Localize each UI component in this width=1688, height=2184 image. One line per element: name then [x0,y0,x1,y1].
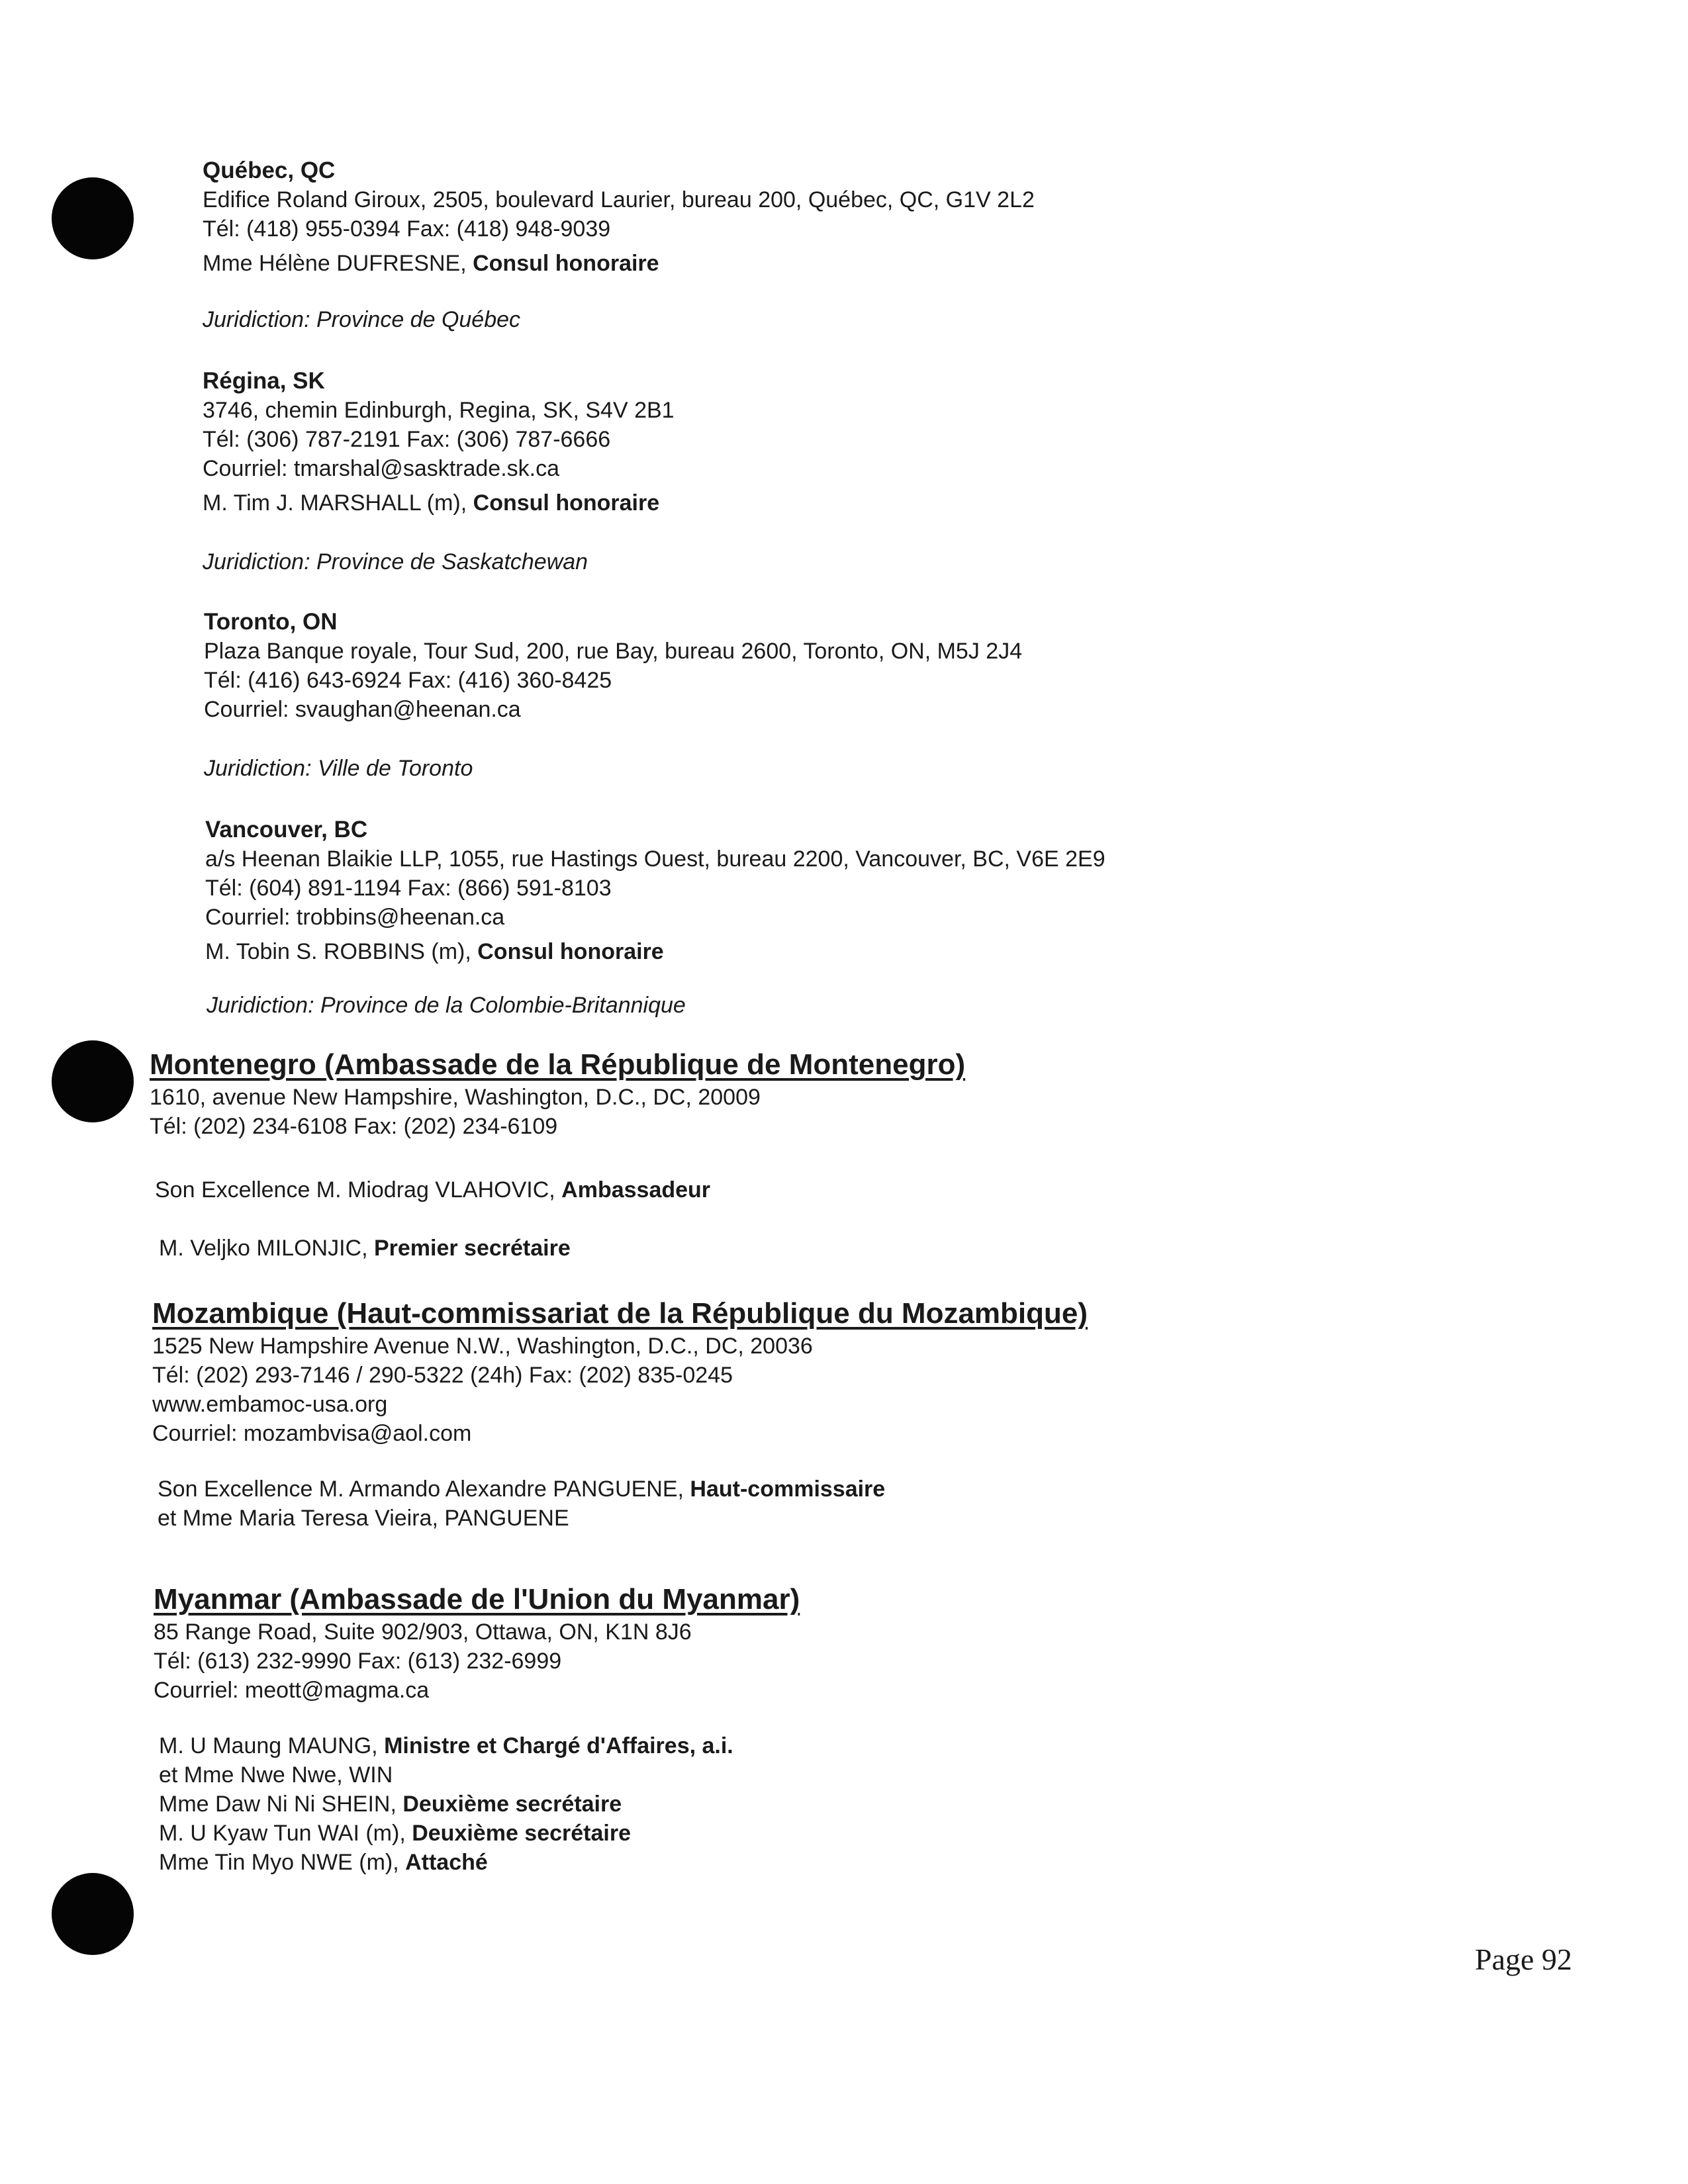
person-name: Mme Daw Ni Ni SHEIN, [159,1792,403,1817]
country-heading: Montenegro (Ambassade de la République de Montenegro) [150,1048,966,1081]
country-entry-myanmar [154,1582,800,1877]
staff-member [159,1819,800,1848]
email-line: Courriel: trobbins@heenan.ca [205,905,505,930]
address-line: Plaza Banque royale, Tour Sud, 200, rue Bay, bureau 2600, Toronto, ON, M5J 2J4 [204,639,1023,664]
staff-member [158,1504,1088,1533]
phone-line: Tél: (202) 234-6108 Fax: (202) 234-6109 [150,1114,558,1139]
country-heading: Myanmar (Ambassade de l'Union du Myanmar) [154,1583,800,1615]
jurisdiction: Juridiction: Province de Québec [203,307,521,332]
email-line: Courriel: mozambvisa@aol.com [152,1421,472,1446]
person-name: Son Excellence M. Miodrag VLAHOVIC, [155,1177,562,1203]
person-role: Consul honoraire [473,490,660,516]
jurisdiction: Juridiction: Ville de Toronto [204,756,473,781]
address-line: Edifice Roland Giroux, 2505, boulevard Laurier, bureau 200, Québec, QC, G1V 2L2 [203,187,1035,212]
consul-person [205,937,1105,966]
email-line: Courriel: svaughan@heenan.ca [204,697,521,722]
email-line: Courriel: meott@magma.ca [154,1678,430,1703]
person-name: Mme Tin Myo NWE (m), [159,1850,406,1875]
person-role: Deuxième secrétaire [402,1792,622,1817]
staff-member [159,1760,800,1790]
consul-person [203,249,1035,278]
consulate-entry [203,367,675,518]
phone-line: Tél: (613) 232-9990 Fax: (613) 232-6999 [154,1649,562,1674]
address-line: 1525 New Hampshire Avenue N.W., Washington, D.C., DC, 20036 [152,1334,813,1359]
phone-line: Tél: (416) 643-6924 Fax: (416) 360-8425 [204,668,612,693]
country-entry-montenegro [150,1047,965,1263]
consulate-city: Vancouver, BC [205,817,368,842]
person-name: M. U Maung MAUNG, [159,1733,385,1758]
jurisdiction: Juridiction: Province de Saskatchewan [203,549,588,574]
person-role: Consul honoraire [477,939,664,964]
staff-member [155,1175,965,1205]
staff-list [150,1175,965,1263]
person-name: et Mme Maria Teresa Vieira, PANGUENE [158,1506,569,1531]
person-role: Premier secrétaire [373,1236,571,1261]
consulate-city: Québec, QC [203,158,336,183]
address-line: 3746, chemin Edinburgh, Regina, SK, S4V 2B1 [203,398,675,423]
person-role: Consul honoraire [473,251,659,276]
consulate-entry [203,156,1035,278]
consulate-entry [204,608,1022,724]
staff-member [159,1848,800,1877]
consulate-entry [205,815,1105,966]
person-name: M. Veljko MILONJIC, [159,1236,374,1261]
person-name: et Mme Nwe Nwe, WIN [159,1762,393,1788]
person-role: Haut-commissaire [690,1477,886,1502]
person-name: M. Tobin S. ROBBINS (m), [205,939,478,964]
person-role: Attaché [405,1850,488,1875]
person-role: Deuxième secrétaire [412,1821,631,1846]
staff-member [155,1234,965,1263]
staff-list [154,1731,800,1877]
phone-line: Tél: (604) 891-1194 Fax: (866) 591-8103 [205,876,612,901]
address-line: 85 Range Road, Suite 902/903, Ottawa, ON, K1N 8J6 [154,1619,692,1645]
website-line: www.embamoc-usa.org [152,1392,388,1417]
staff-member [159,1731,800,1760]
address-line: a/s Heenan Blaikie LLP, 1055, rue Hastings Ouest, bureau 2200, Vancouver, BC, V6E 2E9 [205,846,1105,872]
consulate-city: Régina, SK [203,368,325,394]
person-name: Son Excellence M. Armando Alexandre PANGUENE, [158,1477,690,1502]
consul-person [203,488,675,518]
jurisdiction: Juridiction: Province de la Colombie-Britannique [207,993,686,1018]
phone-line: Tél: (202) 293-7146 / 290-5322 (24h) Fax: (202) 835-0245 [152,1363,733,1388]
person-name: M. Tim J. MARSHALL (m), [203,490,473,516]
country-heading: Mozambique (Haut-commissariat de la République du Mozambique) [152,1297,1088,1330]
country-entry-mozambique [152,1296,1088,1533]
person-name: Mme Hélène DUFRESNE, [203,251,473,276]
staff-list [152,1475,1088,1533]
person-role: Ministre et Chargé d'Affaires, a.i. [384,1733,733,1758]
page-number: Page 92 [1475,1942,1572,1976]
person-role: Ambassadeur [561,1177,711,1203]
email-line: Courriel: tmarshal@sasktrade.sk.ca [203,456,560,481]
person-name: M. U Kyaw Tun WAI (m), [159,1821,412,1846]
consulate-city: Toronto, ON [204,609,338,635]
phone-line: Tél: (306) 787-2191 Fax: (306) 787-6666 [203,427,611,452]
address-line: 1610, avenue New Hampshire, Washington, D.C., DC, 20009 [150,1085,761,1110]
staff-member [158,1475,1088,1504]
phone-line: Tél: (418) 955-0394 Fax: (418) 948-9039 [203,216,611,242]
staff-member [159,1790,800,1819]
